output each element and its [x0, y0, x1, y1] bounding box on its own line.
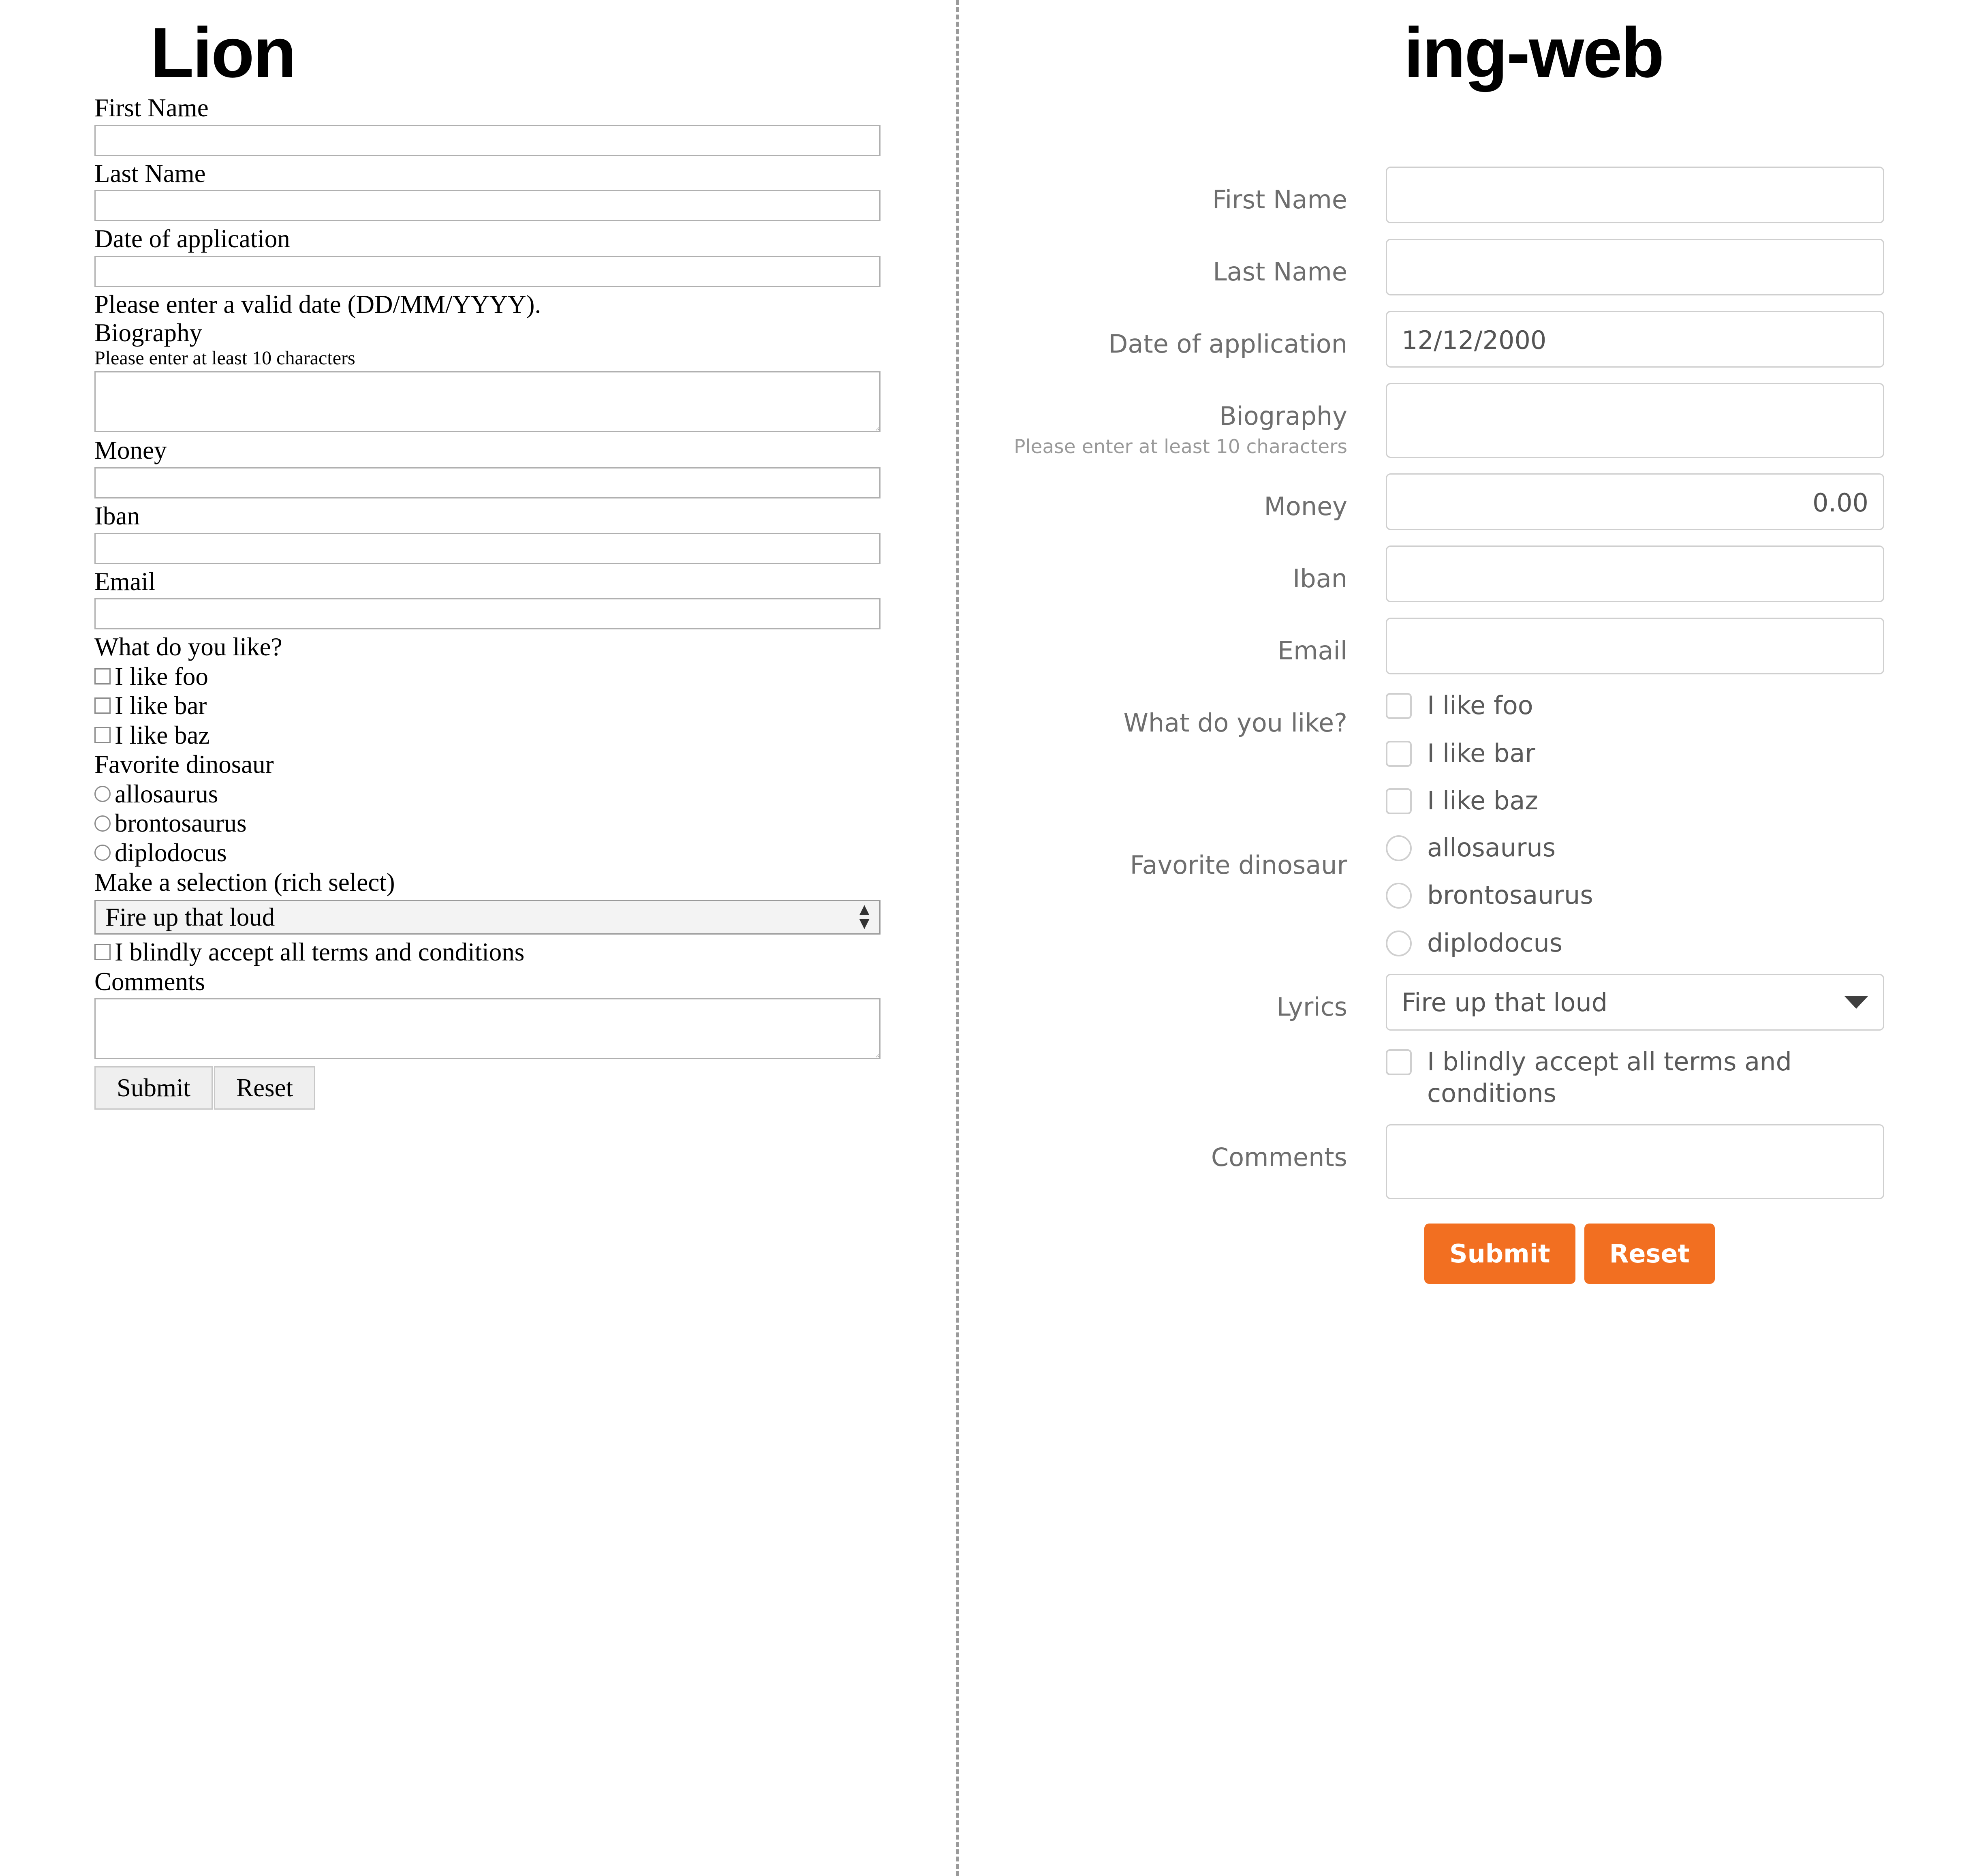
- row-last-name: [956, 239, 1977, 295]
- date-of-application-input[interactable]: [94, 256, 881, 287]
- dinosaur-group: [1386, 832, 1884, 959]
- money-input[interactable]: [94, 467, 881, 498]
- row-date-of-application: [956, 311, 1977, 368]
- likes-group-label: What do you like?: [1123, 708, 1347, 738]
- money-label: Money: [94, 436, 167, 465]
- checkbox-icon[interactable]: [1386, 693, 1412, 719]
- radio-icon[interactable]: [1386, 931, 1412, 956]
- lyrics-select-field: [1386, 974, 1884, 1031]
- email-field: [1386, 618, 1884, 674]
- rich-select-value: Fire up that loud: [105, 903, 275, 931]
- iban-input[interactable]: [1386, 545, 1884, 602]
- first-name-input[interactable]: [94, 125, 881, 156]
- date-error-message: Please enter a valid date (DD/MM/YYYY).: [94, 290, 541, 319]
- last-name-label: Last Name: [1213, 257, 1347, 287]
- iban-field: [1386, 545, 1884, 602]
- first-name-field: [1386, 167, 1884, 223]
- money-input[interactable]: 0.00: [1386, 473, 1884, 530]
- checkbox-icon[interactable]: [1386, 788, 1412, 814]
- date-of-application-input[interactable]: 12/12/2000: [1386, 311, 1884, 368]
- dinosaur-group-label: Favorite dinosaur: [1130, 850, 1347, 880]
- checkbox-icon[interactable]: [1386, 1049, 1412, 1075]
- biography-label: Biography: [94, 319, 202, 347]
- submit-button[interactable]: Submit: [1424, 1224, 1575, 1284]
- email-label: Email: [1277, 636, 1347, 666]
- lyrics-select[interactable]: [1386, 974, 1884, 1031]
- reset-button[interactable]: Reset: [1584, 1224, 1715, 1284]
- lyrics-select-value: Fire up that loud: [1402, 987, 1608, 1017]
- email-input[interactable]: [94, 598, 881, 629]
- terms-spacer: [956, 1046, 1386, 1065]
- checkbox-label: I like bar: [115, 691, 207, 720]
- comments-label: Comments: [94, 967, 205, 996]
- radio-allosaurus[interactable]: [94, 780, 905, 809]
- dinosaur-group-label: Favorite dinosaur: [94, 750, 274, 779]
- row-iban: [956, 545, 1977, 602]
- likes-group-label: What do you like?: [94, 633, 282, 661]
- row-what-do-you-like: [956, 690, 1977, 817]
- radio-label: brontosaurus: [115, 809, 247, 838]
- comments-textarea[interactable]: [1386, 1124, 1884, 1199]
- checkbox-label: I like bar: [1427, 738, 1535, 768]
- left-pane-title: Lion: [150, 13, 295, 92]
- row-comments: [956, 1124, 1977, 1199]
- last-name-label: Last Name: [94, 159, 206, 188]
- first-name-input[interactable]: [1386, 167, 1884, 223]
- row-first-name: [956, 167, 1977, 223]
- checkbox-icon[interactable]: [94, 727, 111, 743]
- terms-field: [1386, 1046, 1884, 1109]
- checkbox-like-bar[interactable]: [94, 691, 905, 720]
- iban-label: Iban: [1293, 564, 1347, 594]
- last-name-input[interactable]: [94, 190, 881, 221]
- radio-icon[interactable]: [94, 786, 111, 802]
- radio-label: diplodocus: [1427, 928, 1563, 958]
- checkbox-like-baz[interactable]: [1386, 785, 1884, 817]
- email-label: Email: [94, 567, 156, 596]
- checkbox-label: I like foo: [115, 662, 208, 691]
- row-favorite-dinosaur: [956, 832, 1977, 959]
- last-name-input[interactable]: [1386, 239, 1884, 295]
- iban-label: Iban: [94, 502, 140, 530]
- checkbox-icon[interactable]: [94, 697, 111, 714]
- comments-label: Comments: [1211, 1142, 1347, 1172]
- row-email: [956, 618, 1977, 674]
- checkbox-icon[interactable]: [94, 668, 111, 685]
- left-button-row: [94, 1066, 905, 1110]
- radio-brontosaurus[interactable]: [1386, 879, 1884, 911]
- first-name-label: First Name: [1212, 185, 1347, 214]
- right-button-row: [1386, 1224, 1977, 1284]
- checkbox-icon[interactable]: [94, 944, 111, 960]
- iban-input[interactable]: [94, 533, 881, 564]
- row-biography: [956, 383, 1977, 458]
- checkbox-like-bar[interactable]: [1386, 738, 1884, 769]
- checkbox-terms[interactable]: [1386, 1046, 1884, 1109]
- biography-field: [1386, 383, 1884, 458]
- radio-allosaurus[interactable]: [1386, 832, 1884, 864]
- comments-field: [1386, 1124, 1884, 1199]
- checkbox-like-baz[interactable]: [94, 721, 905, 750]
- radio-diplodocus[interactable]: [1386, 927, 1884, 959]
- comments-textarea[interactable]: [94, 998, 881, 1059]
- date-of-application-field: [1386, 311, 1884, 368]
- right-pane-themed: [956, 0, 1977, 1876]
- right-pane-title: ing-web: [1404, 13, 1663, 92]
- rich-select-label: Make a selection (rich select): [94, 868, 395, 896]
- checkbox-label: I like baz: [1427, 786, 1538, 816]
- row-money: [956, 473, 1977, 530]
- likes-group: [1386, 690, 1884, 817]
- radio-icon[interactable]: [94, 845, 111, 861]
- biography-hint: Please enter at least 10 characters: [1014, 436, 1347, 458]
- checkbox-like-foo[interactable]: [94, 662, 905, 691]
- checkbox-label: I like baz: [115, 721, 210, 749]
- row-terms: [956, 1046, 1977, 1109]
- last-name-field: [1386, 239, 1884, 295]
- radio-icon[interactable]: [1386, 835, 1412, 861]
- radio-brontosaurus[interactable]: [94, 809, 905, 838]
- submit-button[interactable]: Submit: [94, 1066, 213, 1110]
- radio-diplodocus[interactable]: [94, 839, 905, 867]
- row-lyrics-select: [956, 974, 1977, 1031]
- right-form: [956, 167, 1977, 1284]
- rich-select[interactable]: [94, 900, 881, 935]
- checkbox-terms[interactable]: [94, 938, 905, 967]
- left-pane-native: [0, 0, 956, 1876]
- radio-label: allosaurus: [115, 779, 218, 808]
- spinner-arrows-icon[interactable]: ▲ ▼: [856, 901, 873, 933]
- lyrics-select-label: Lyrics: [1276, 992, 1347, 1022]
- checkbox-like-foo[interactable]: [1386, 690, 1884, 721]
- money-label: Money: [1264, 492, 1347, 522]
- biography-hint: Please enter at least 10 characters: [94, 347, 355, 369]
- radio-label: allosaurus: [1427, 832, 1556, 862]
- biography-label-text: Biography: [1219, 401, 1347, 431]
- chevron-down-icon[interactable]: [1844, 996, 1868, 1009]
- radio-icon[interactable]: [94, 815, 111, 832]
- checkbox-icon[interactable]: [1386, 741, 1412, 767]
- biography-textarea[interactable]: [94, 371, 881, 432]
- left-form: [94, 94, 905, 1110]
- reset-button[interactable]: Reset: [214, 1066, 315, 1110]
- biography-label: [956, 383, 1386, 458]
- email-input[interactable]: [1386, 618, 1884, 674]
- checkbox-label: I like foo: [1427, 691, 1533, 721]
- checkbox-label: I blindly accept all terms and conditions: [1427, 1047, 1792, 1108]
- radio-label: brontosaurus: [1427, 880, 1593, 910]
- radio-label: diplodocus: [115, 838, 227, 867]
- date-of-application-label: Date of application: [1108, 329, 1347, 359]
- first-name-label: First Name: [94, 94, 209, 122]
- checkbox-label: I blindly accept all terms and conditions: [115, 938, 525, 967]
- radio-icon[interactable]: [1386, 883, 1412, 909]
- biography-textarea[interactable]: [1386, 383, 1884, 458]
- date-of-application-label: Date of application: [94, 225, 290, 253]
- money-field: [1386, 473, 1884, 530]
